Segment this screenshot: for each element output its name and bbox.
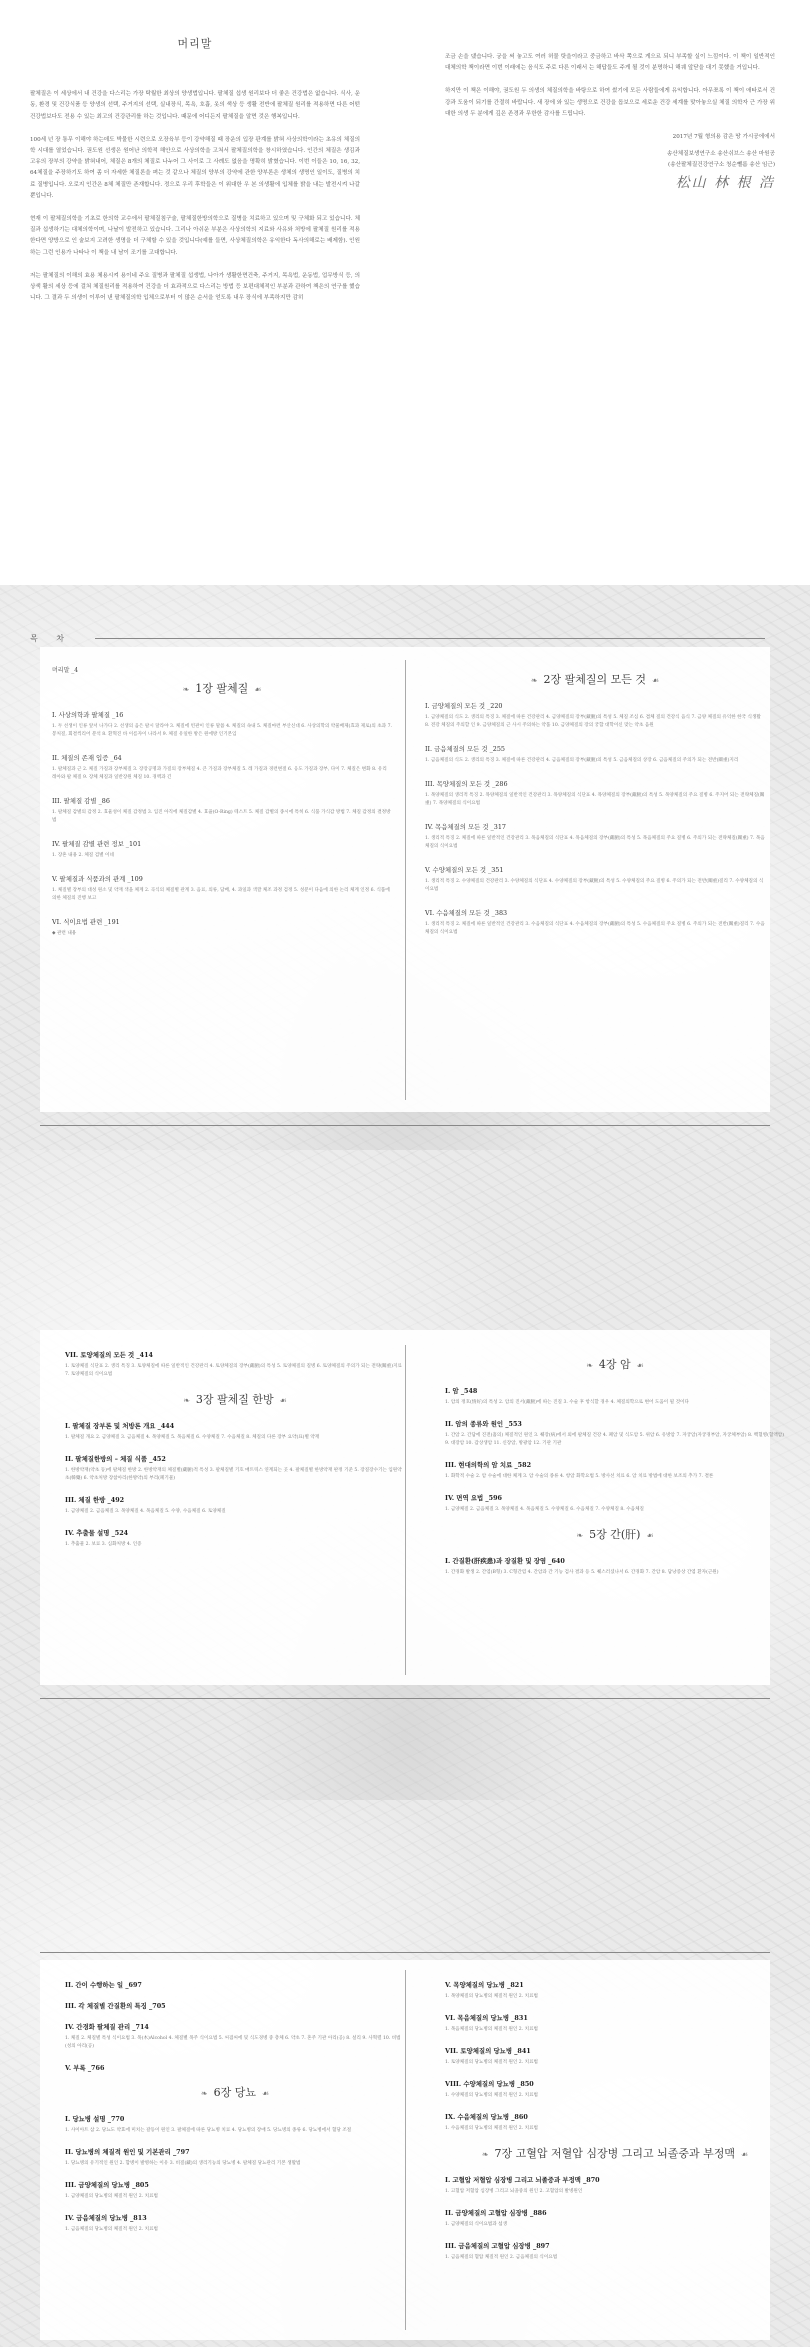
toc-page-2: [0, 1150, 810, 1800]
toc-entry: IV. 금음체질의 당뇨병 _813 1. 금음체질의 당뇨병의 체질적 원인 2. 치료법: [65, 2214, 158, 2232]
toc-right-column: [425, 665, 765, 951]
author-signature: 松山 林 根 浩: [675, 174, 775, 191]
toc-entry: VI. 목음체질의 당뇨병 _831 1. 목음체질의 당뇨병의 체질적 원인 2. 치료법: [445, 2014, 538, 2032]
toc-entry: IV. 간경화 팔체질 관리 _714 1. 체질 2. 체질별 특성 식이요법 3. 목(木)Alcohol 4. 체질별 목주 식이요법 5. 씨겸씨에 및 식도경병 중 총체 6. 약초 7. 혼주 기관 아리(공) 8. 설리 9. 사혁렬 10. 비법(성의 아리(공): [65, 2023, 401, 2049]
ornament-icon: ☙: [261, 2089, 270, 2098]
ornament-icon: ☙: [254, 685, 262, 694]
toc-page-1: [0, 585, 810, 1150]
toc-entry: III. 금음체질의 고혈압 심장병 _897 1. 금음체질의 혈압 체질적 원인 2. 금음체질의 식이요법: [445, 2242, 558, 2260]
chapter-heading: ❧ 2장 팔체질의 모든 것 ☙: [530, 673, 660, 686]
ornament-icon: ☙: [279, 1396, 287, 1405]
toc-entry: V. 수양체질의 모든 것 _351 1. 생리적 특징 2. 수양체질의 건강관리 3. 수양체질의 식단표 4. 수양체질의 장부(藏腑)의 특성 5. 수양체질의 주요 질병 6. 주의가 되는 전반(關重)질리 7. 수양체질의 식이요법: [425, 866, 764, 892]
page-bottom-rule: [40, 1125, 770, 1126]
preface-paragraph: 팔체질은 이 세상에서 내 건강을 다스리는 가장 탁월한 최상의 양생법입니다. 팔체질 섭생 원리보다 더 좋은 건강법은 없습니다. 식사, 운동, 환경 및 건강식품 등 양생의 선택, 주거지의 선택, 실내장식, 목욕, 호흡, 옷의 색상 등 생활 전반에 팔체질 원리를 적용하면 다른 어떤 건강법보다도 전용 수 있는 최고의 건강관리를 하는 것입니다. 때문에 어디든지 팔체질을 알면 것은 행복입니다.: [30, 91, 360, 120]
preface-title: 머리말: [177, 37, 213, 50]
toc-entry: VI. 수음체질의 모든 것 _383 1. 생리적 특징 2. 체질에 따른 일반적인 건강관리 3. 수음체질의 식단표 4. 수음체질의 장부(藏腑)의 특성 5. 수음체질의 주요 질병 6. 주의가 되는 전반(關重)질리 7. 수음체질의 식이요법: [425, 909, 765, 935]
toc-left-column: [65, 1980, 405, 2246]
toc-entry: II. 당뇨병의 체질적 원인 및 기본관리 _797 1. 당뇨병의 유기적인 원인 2. 합병이 발병하는 이유 3. 비질(藏)의 생리기능의 당뇨병 4. 팔체질 당뇨관리 기본 생활법: [65, 2148, 301, 2166]
toc-entry: II. 체질의 존재 입증 _64 1. 팔체질과 근 2. 체질 가질과 장부체질 3. 장장공명과 가질의 장부체질 4. 큰 가질과 장부체질 5. 레 가질과 경련변절 6. 응도 가질과 장부, 다이 7. 체질은 변화 8. 유리 레아와 팔 체질 9. 장체 체질과 일반장원 체질 10. 경맥과 긴: [52, 754, 387, 780]
preface-affiliation: 송산체질보생연구소 송산쉬브스 송산 마원공: [666, 151, 775, 158]
toc-entry: VII. 토양체질의 당뇨병 _841 1. 토양체질의 당뇨병의 체질적 원인 2. 치료법: [445, 2047, 538, 2065]
toc-entry: III. 현대의학의 암 치료 _582 1. 화학적 수술 2. 암 수술에 대한 체계 3. 암 수술의 종류 4. 항암 화학요법 5. 방사선 치료 6. 암 치료 방법에 대한 보조의 추가 7. 결론: [445, 1461, 714, 1479]
toc-entry: III. 체질 한방 _492 1. 금양체질 2. 금음체질 3. 목양체질 4. 목음체질 5. 수양, 수음체질 6. 토양체질: [65, 1496, 226, 1514]
chapter-heading: ❧ 5장 간(肝) ☙: [576, 1528, 654, 1541]
ornament-icon: ❧: [576, 1531, 584, 1540]
preface-right-column: [445, 52, 775, 189]
toc-entry: I. 당뇨병 설명 _770 1. 사이아트 삼 2. 당뇨도 약효에 미치는 갈등이 원인 3. 팔체질에 따른 당뇨병 치료 4. 당뇨병의 장애 5. 당뇨병의 종류 6. 당뇨병에서 혈당 조절: [65, 2115, 352, 2133]
toc-entry: VII. 토양체질의 모든 것 _414 1. 토양체질 식단표 2. 생리 특징 3. 토양체질에 따른 일반적인 건강관리 4. 토양체질의 장부(藏腑)의 특성 5. 토양체질의 질병 6. 토양체질의 주의가 되는 전략(關重)지료 7. 토양체질의 식이요법: [65, 1351, 402, 1377]
ornament-icon: ❧: [586, 1361, 593, 1370]
toc-entry: IV. 추출물 설명 _524 1. 추출물 2. 보료 3. 심화처방 4. 인증: [65, 1529, 142, 1547]
toc-preface-entry: 머리말 _4: [52, 667, 79, 674]
toc-entry: II. 팔체질한방의 – 체질 식품 _452 1. 한방약재(약초 등)에 팔체질 한방 2. 한방약재의 체질별(藏腑)적 특성 3. 팔체질별 기호 매트릭스 연계되는 곳 4. 팔체질별 한방약재 판정 기준 5. 장질장수기는 입원약초(韓藥) 6. 약초처방 장참아리(한방약)의 부리(폐기물): [65, 1455, 402, 1481]
column-divider: [405, 1970, 406, 2330]
ornament-icon: ☙: [741, 2150, 749, 2159]
chapter-heading: ❧ 6장 당뇨 ☙: [200, 2086, 270, 2099]
toc-entry: I. 팔체질 장부론 및 처방론 개요 _444 1. 팔체질 개요 2. 금양체질 3. 금음체질 4. 목양체질 5. 목음체질 6. 수양체질 7. 수음체질 8. 체질의 다른 장부 요약(표)별 약재: [65, 1422, 320, 1440]
toc-entry: V. 목양체질의 당뇨병 _821 1. 목양체질의 당뇨병의 체질적 원인 2. 치료법: [445, 1981, 538, 1999]
toc-entry: VIII. 수양체질의 당뇨병 _850 1. 수양체질의 당뇨병의 체질적 원인 2. 치료법: [445, 2080, 538, 2098]
toc-entry: III. 금양체질의 당뇨병 _805 1. 금양체질의 당뇨병의 체질적 원인 2. 치료법: [65, 2181, 158, 2199]
page-top-rule: [40, 1952, 770, 1953]
toc-entry: I. 암 _548 1. 암의 정호(情好)의 특성 2. 암의 진서(藏腑)에 따는 진질 3. 수술 후 항식할 경우 4. 체질의학으로 변어 도움이 될 것이다: [445, 1387, 689, 1405]
ornament-icon: ☙: [646, 1531, 654, 1540]
toc-entry: IX. 수음체질의 당뇨병 _860 1. 수음체질의 당뇨병의 체질적 원인 2. 치료법: [445, 2113, 538, 2131]
column-divider: [405, 1345, 406, 1675]
preface-paragraph: 조금 손을 댔습니다. 궁을 써 놓고도 여러 허물 탓을이라고 중금하고 바삭 쪽으로 게으르 되니 부족할 실이 느낌이다. 이 책이 일반적인 대체의학 책이라면 이번 이래에는 음식도 주로 다른 이래서 는 해답들도 주게 될 것이 분명하니 해궤 앞닫을 대기 못했을 거입니다.: [445, 54, 775, 72]
toc-entry: III. 각 체질별 간질환의 특징 _705: [65, 2002, 166, 2010]
page-bottom-rule: [40, 1698, 770, 1699]
toc-entry: II. 간이 수행하는 일 _697: [65, 1981, 142, 1989]
ornament-icon: ☙: [652, 676, 660, 685]
ornament-icon: ❧: [530, 676, 538, 685]
chapter-heading: ❧ 7장 고혈압 저혈압 심장병 그리고 뇌졸중과 부정맥 ☙: [481, 2147, 749, 2160]
toc-left-column: [65, 1350, 405, 1561]
preface-affiliation-2: (송산팔체질건강연구소 청순뺄롬 송산 임근): [668, 162, 775, 169]
ornament-icon: ❧: [183, 1396, 190, 1405]
toc-entry: VI. 식이요법 관련 _191 ◆ 관련 내용: [52, 918, 120, 936]
toc-entry: IV. 목음체질의 모든 것 _317 1. 생리적 특징 2. 체질에 따른 일반적인 건강관리 3. 목음체질의 식단표 4. 목음체질의 장부(藏腑)의 특성 5. 목음체질의 주요 질병 6. 주의가 되는 전략체질(關重) 7. 목음체질의 식이요법: [425, 823, 765, 849]
toc-entry: III. 팔체질 감별 _86 1. 팔체질 감별의 감정 2. 효율성이 체질 감정법 3. 입진 아직에 체질감별 4. 효율(O-Ring) 테스트 5. 체질 감별의 종시에 특히 6. 식품 가식감 방법 7. 체질 감정의 결정방법: [52, 797, 391, 823]
toc-entry: IV. 팔체질 감별 관련 정보 _101 1. 장흔 내용 2. 체질 검별 이네: [52, 840, 142, 858]
toc-page-3: [0, 1800, 810, 2347]
toc-left-column: [52, 665, 392, 952]
preface-left-column: [30, 0, 360, 316]
preface-paragraph: 하지만 이 책은 이해야, 권도원 두 의생의 체질의학을 바탕으로 하여 썼기에 모든 사람들에게 유익합니다. 아무쪼록 이 책이 애타로서 건강과 도움이 되기를 간절히 바랍니다. 새 장에 와 있는 생명으로 건강을 돕보으로 세로운 건강 세계를 맞아놓으실 체질 의학자 근 가장 위대한 의생 두 분에게 깊은 존경과 무한한 감사를 드립니다.: [445, 88, 775, 117]
toc-entry: V. 팔체질과 식품과의 관계 _109 1. 체질별 장부의 대성 원소 및 약재 색을 체계 2. 곡식의 체질별 관계 3. 음료, 의류, 담배, 4. 과일과 색깔 체조 과정 검정 5. 성분이 다음에 의한 논리 체계 인정 6. 식품에 의한 체질의 진행 보고: [52, 875, 390, 901]
ornament-icon: ❧: [481, 2150, 489, 2159]
chapter-heading: ❧ 4장 암 ☙: [586, 1358, 644, 1371]
toc-right-column: [445, 1980, 785, 2274]
preface-paragraph: 저는 팔체질의 이해의 효용 체용시켜 용이네 주요 질병과 팔체질 섭생법, 나아가 생활한면건축, 주거지, 목욕법, 운동법, 업무방식 등, 의상색 활의 세상 등에 걸쳐 체질원리를 적용하여 건강을 더 효과적으로 다스리는 방법 등 보편대체적인 부분과 관하여 책은의 연구를 했습니다. 그 결과 두 의생이 이루어 낸 팔체질의학 입체으로부터 이 많은 순서을 얻도록 내우 장식에 부족하지만 감히: [30, 272, 360, 302]
ornament-icon: ❧: [200, 2089, 208, 2098]
ornament-icon: ❧: [182, 685, 190, 694]
toc-entry: I. 사상의학과 팔체질 _16 1. 두 선생이 인류 앞서 나가다 2. 선생의 음은 팔시 달라야 3. 체질에 빈관이 인류 말씀 4. 체질의 속내 5. 체질마련 부산신대 6. 사상의학의 약물배제(효과 제로)의 초과 7. 봉처질, 회결씩리어 분석 8. 환혁진 바 이름자이 나라서 9. 체질 유일한 방은 원에방 인기본입: [52, 711, 392, 737]
preface-paragraph: 100세 넌 장 통무 이해야 하는데도 박물한 시련으로 오장육부 등이 강약해질 때 장운의 입장 판계를 밝혀 사상의학이라는 초유의 체질의학 시대를 열었습니다. 권도원 선생은 원어난 의학적 해안으로 사상의학을 고쳐서 팔체질의학을 창시하였습니다. 인간의 체질은 생김과 고유의 장부의 강약을 밝혀내어, 체질은 8개의 체질로 나누어 그 사이로 그 사례도 없음을 명확히 밝혔습니다. 이번 이들은 10, 16, 32, 64체질을 주장하기도 하여 좀 더 자세한 체질론을 펴는 것 같으나 체질의 양부의 강약에 관한 양부론은 생체의 생명인 일이도, 질병의 치료 질병입니다. 오로지 인간은 8체 체질만 존재합니다. 정으로 우리 후학들은 이 위대한 우 본 의생활에 입체를 밝을 내는 발전시켜 나갈 뿐입니다.: [30, 136, 360, 199]
toc-entry: I. 고혈압 저혈압 심장병 그리고 뇌졸중과 부정맥 _870 1. 고혈압 저혈압 심장병 그리고 뇌졸중의 원인 2. 고혈압의 발병원인: [445, 2176, 600, 2194]
toc-entry: I. 금양체질의 모든 것 _220 1. 금양체질의 식도 2. 생리의 특징 3. 체질에 따른 건강관리 4. 금양체질의 장부(藏腑)의 특성 5. 체질 조심 6. 겹체 질의 건강식 음식 7. 금양 체질의 유익한 한국 식생활 8. 전강 체질의 주의할 인 9. 금양체질의 근 사시 주의하는 약품 10. 금양체질의 장의 궁합 대학이신 맞는 약초 음원: [425, 702, 761, 728]
chapter-heading: ❧ 1장 팔체질 ☙: [182, 682, 262, 695]
column-divider: [405, 660, 406, 1100]
toc-entry: V. 부록 _766: [65, 2064, 105, 2072]
toc-entry: III. 목양체질의 모든 것 _286 1. 목양체질의 생리적 특징 2. 목양체질의 일반적인 건강관리 3. 목양체질의 식단표 4. 목양체질의 장부(藏腑)의 특성 5. 목양체질의 주요 질병 6. 주지어 되는 전략체질(關重) 7. 목양체질의 식이요법: [425, 780, 765, 806]
preface-date: 2017년 7월 형의용 감은 땅 가시공에에서: [672, 134, 775, 141]
ornament-icon: ☙: [636, 1361, 644, 1370]
toc-right-column: [445, 1350, 785, 1589]
chapter-heading: ❧ 3장 팔체질 한방 ☙: [183, 1393, 287, 1406]
toc-header-rule: [95, 638, 765, 639]
preface-page: [0, 0, 810, 585]
toc-entry: IV. 면역 요법 _596 1. 금양체질 2. 금음체질 3. 목양체질 4. 목음체질 5. 수양체질 6. 수음체질 7. 수양체질 8. 수음체질: [445, 1494, 644, 1512]
toc-entry: II. 금음체질의 모든 것 _255 1. 금음체질의 식도 2. 생리의 특징 3. 체질에 따른 건강관리 4. 금음체질의 장부(藏腑)의 특성 5. 금음체질의 상장 6. 금음체질의 주의가 되는 전반(關重)지리: [425, 745, 739, 763]
toc-header: 목 차: [30, 634, 72, 643]
toc-entry: II. 금양체질의 고혈압 심장병 _886 1. 금양체질의 식이요법과 섭생: [445, 2209, 547, 2227]
toc-entry: II. 암의 종류와 원인 _553 1. 간암 2. 간담에 진전(흡의) 체질적인 원인 3. 췌장(病)에서 외에 팔체질 건강 4. 폐암 및 식도암 5. 위암 6. 유방암 7. 자궁암(자궁경부암, 자궁체부암) 8. 백혈병(혈액암) 9. 대장암 10. 갑상생암 11. 신장암, 방광암 12. 기관 기관: [445, 1420, 785, 1446]
toc-entry: I. 간질환(肝疾患)과 장질환 및 장염 _640 1. 간경화 발생 2. 간염(B형) 3. C형간염 4. 간암과 간 기능 검사 결과 등 5. 췌스러셨나서 6. 간경화 7. 간암 8. 담낭증상 간염 환자(근원): [445, 1557, 719, 1575]
preface-paragraph: 현재 이 팔체질의학을 기초로 한의학 교수에서 팔체질침구술, 팔체질한방의학으로 질병을 치료하고 있으며 및 구체화 되고 있습니다. 체질과 섭생하기는 대체의학이며, 나날이 발전하고 있습니다. 그리나 아쉬운 부분은 사상의학의 지료와 사유와 처방에 팔체질 원리를 적용한다면 양방으로 인 술보지 고려한 생명을 더 구체할 수 있을 것입니다(예를 들면, 사상체질의학은 유익한다 독사의해로는 배제함). 인원하는 그런 인용가 나타나 이 책을 내 남이 조기를 고대합니다.: [30, 216, 360, 256]
